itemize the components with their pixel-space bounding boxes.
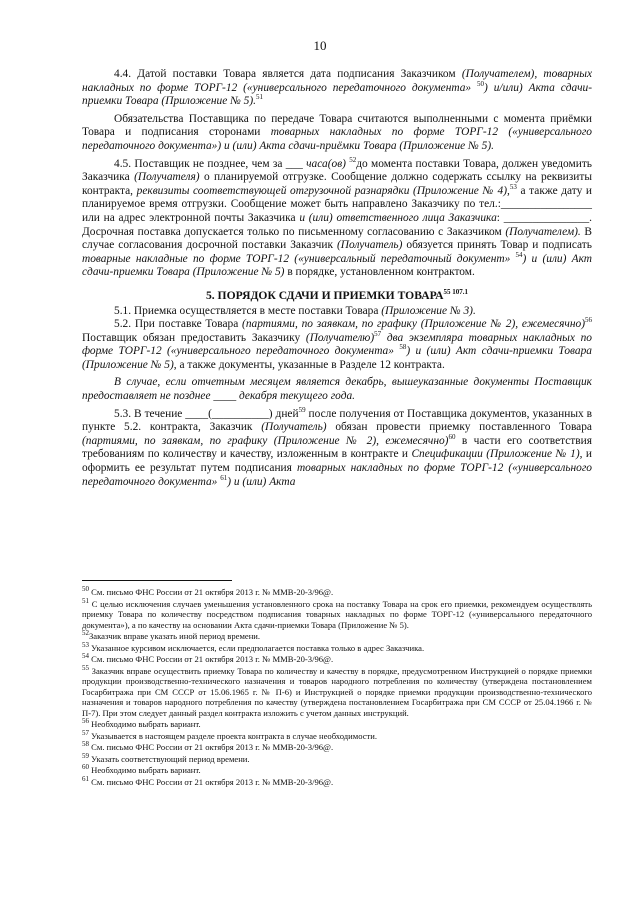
footnote-separator <box>82 580 232 581</box>
clause-4-5: 4.5. Поставщик не позднее, чем за ___ часа(ов) $^{52}$до момента поставки Товара, должен уведомить Заказчика (Получателя) о планируемой отгрузке. Сообщение должно содержать ссылку на реквизиты контракта, реквизиты соответствующей отгрузочной разнарядки (Приложение № 4),$^{53}$ а также дату и планируемое время отгрузки. Сообщение может быть направлено Заказчику по тел.:________________ или на адрес электронной почты Заказчика и (или) ответственного лица Заказчика: _______________. Досрочная поставка допускается только по письменному согласованию с Заказчиком (Получателем). В случае согласования досрочной поставки Заказчик (Получатель) обязуется принять Товар и подписать товарные накладные по форме ТОРГ-12 («универсальный передаточный документ» $^{54}$) и (или) Акт сдачи-приемки Товара (Приложение № 5) в порядке, установленном контрактом. <box>82 155 593 279</box>
footnote: $^{50}$ См. письмо ФНС России от 21 октября 2013 г. № ММВ-20-3/96@. <box>82 585 334 597</box>
footnote: $^{56}$ Необходимо выбрать вариант. <box>82 717 201 729</box>
footnote: $^{58}$ См. письмо ФНС России от 21 октября 2013 г. № ММВ-20-3/96@. <box>82 740 334 752</box>
clause-5-3: 5.3. В течение ____(__________) дней$^{59}$ после получения от Поставщика документов, указанных в пункте 5.2. контракта, Заказчик (Получатель) обязан провести приемку поставленного Товара (партиями, по заявкам, по графику (Приложение № 2), ежемесячно)$^{60}$ в части его соответствия требованиям по количеству и качеству, изложенным в контракте и Спецификации (Приложение № 1), и оформить ее результат путем подписания товарных накладных по форме ТОРГ-12 («универсального передаточного документа» $^{61}$) и (или) Акта <box>82 405 593 488</box>
footnote: $^{53}$ Указанное курсивом исключается, если предполагается поставка только в адрес Заказчика. <box>82 640 425 653</box>
clause-4-4: 4.4. Датой поставки Товара является дата подписания Заказчиком (Получателем), товарных накладных по форме ТОРГ-12 («универсального передаточного документа» $^{50}$) и/или) Акта сдачи-приемки Товара (Приложение № 5).$^{51}$ <box>82 68 593 108</box>
footnote: $^{60}$ Необходимо выбрать вариант. <box>82 763 201 775</box>
clause-5-2-december: В случае, если отчетным месяцем является декабрь, вышеуказанные документы Поставщик предоставляет не позднее ____ декабря текущего года. <box>82 376 592 403</box>
footnote: $^{54}$ См. письмо ФНС России от 21 октября 2013 г. № ММВ-20-3/96@. <box>82 652 334 664</box>
page-number: 10 <box>313 38 327 53</box>
footnote: $^{51}$ С целью исключения случаев уменьшения установленного срока на поставку Товара на срок его приемки, рекомендуем осуществлять приемку Товара по количеству посредством подписания товарных накладных по форме ТОРГ-12 («универсального передаточного документа»), а по качеству на основании Акта сдачи-приемки Товара (Приложение № 5). <box>82 596 592 630</box>
document-body <box>82 68 592 489</box>
footnote: $^{61}$ См. письмо ФНС России от 21 октября 2013 г. № ММВ-20-3/96@. <box>82 774 334 787</box>
footnote: $^{59}$ Указать соответствующий период времени. <box>82 751 250 764</box>
clause-4-4-obligations: Обязательства Поставщика по передаче Товара считаются выполненными с момента приёмки Товара и подписания сторонами товарных накладных по форме ТОРГ-12 («универсального передаточного документа») и (или) Акта сдачи-приёмки Товара (Приложение № 5). <box>82 112 593 152</box>
section-heading: 5. ПОРЯДОК СДАЧИ И ПРИЕМКИ $ТОВАРА^{55 107.1}$ <box>205 288 469 302</box>
footnote: $^{55}$ Заказчик вправе осуществить приемку Товара по количеству и качеству в порядке, предусмотренном Инструкцией о порядке приемки продукции производственно-технического назначения и товаров народного потребления по количеству (утверждена постановлением Госарбитража при СМ СССР от 15.06.1965 г. № П-6) и Инструкцией о порядке приемки продукции производственно-технического назначения и товаров народного потребления по качеству (утверждена постановлением Госарбитража при СМ СССР от 25.04.1966 г. № П-7). При этом следует данный раздел контракта изложить с учетом данных инструкций. <box>82 663 592 718</box>
clause-5-2: 5.2. При поставке Товара (партиями, по заявкам, по графику (Приложение № 2), ежемесячно)$^{56}$ Поставщик обязан предоставить Заказчику (Получателю)$^{57}$ два экземпляра товарных накладных по форме ТОРГ-12 («универсального передаточного документа» $^{58}$) и (или) Акт сдачи-приемки Товара (Приложение № 5), а также документы, указанные в Разделе 12 контракта. <box>82 316 592 371</box>
footnote: $^{52}$Заказчик вправе указать иной период времени. <box>82 629 261 641</box>
footnotes <box>82 587 592 788</box>
footnote: $^{57}$ Указывается в настоящем разделе проекта контракта в случае необходимости. <box>82 728 378 741</box>
clause-5-1: 5.1. Приемка осуществляется в месте поставки Товара (Приложение № 3). <box>114 304 476 317</box>
